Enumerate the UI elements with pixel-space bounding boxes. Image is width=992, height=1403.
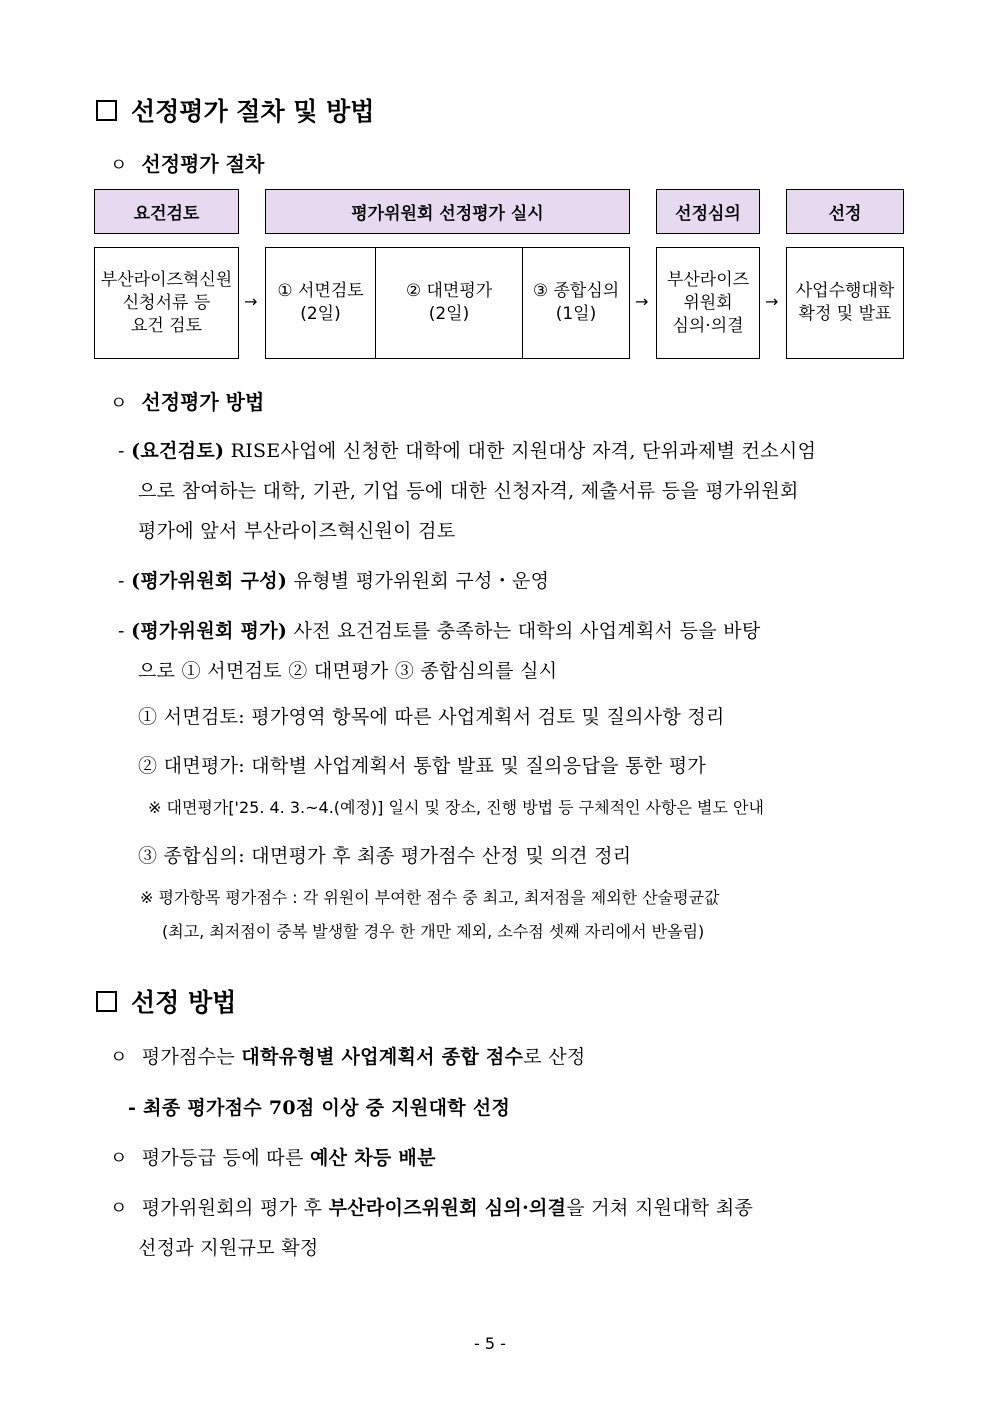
section-title-selection-method xyxy=(96,983,236,1019)
bullet-bold-text: 부산라이즈위원회 심의·의결 xyxy=(328,1197,567,1219)
flow-header-committee-evaluation: 평가위원회 선정평가 실시 xyxy=(265,189,630,234)
method-item-committee-evaluation xyxy=(118,616,761,643)
flow-step-requirements-review xyxy=(94,247,239,359)
note-score-calculation-line2: (최고, 최저점이 중복 발생할 경우 한 개만 제외, 소수점 셋째 자리에서 반올림) xyxy=(162,922,705,941)
flow-step-line: 위원회 xyxy=(683,292,733,313)
bullet-text: 평가등급 등에 따른 xyxy=(141,1147,310,1169)
flow-step-committee-group xyxy=(265,247,630,359)
item-text: RISE사업에 신청한 대학에 대한 지원대상 자격, 단위과제별 컨소시엄 xyxy=(224,440,817,462)
circle-bullet-icon: ㅇ xyxy=(110,1198,128,1219)
flow-step-line: ③ 종합심의 xyxy=(532,281,620,301)
flow-step-line: 부산라이즈혁신원 xyxy=(100,269,233,290)
flow-header-review: 선정심의 xyxy=(656,189,760,234)
selection-bullet-final xyxy=(110,1193,753,1220)
flow-step-line: (2일) xyxy=(428,304,470,324)
flow-step-document-review xyxy=(266,248,375,358)
section-title-text: 선정평가 절차 및 방법 xyxy=(131,97,375,126)
flow-header-requirements: 요건검토 xyxy=(94,189,239,234)
checkbox-square-icon xyxy=(96,991,117,1012)
item-label: (요건검토) xyxy=(131,440,225,462)
item-label: (평가위원회 평가) xyxy=(131,620,288,642)
selection-bullet-final-line2: 선정과 지원규모 확정 xyxy=(138,1237,319,1259)
bullet-bold-text: 대학유형별 사업계획서 종합 점수 xyxy=(241,1046,524,1068)
sub-item-interview: ② 대면평가: 대학별 사업계획서 통합 발표 및 질의응답을 통한 평가 xyxy=(138,755,707,777)
flow-step-interview xyxy=(375,248,522,358)
bullet-text: 로 산정 xyxy=(523,1046,586,1068)
bullet-bold-text: 예산 차등 배분 xyxy=(309,1147,436,1169)
item-text: 사전 요건검토를 충족하는 대학의 사업계획서 등을 바탕 xyxy=(287,620,761,642)
flow-step-committee-decision xyxy=(656,247,760,359)
section-title-text: 선정 방법 xyxy=(131,988,237,1017)
flow-step-line: 확정 및 발표 xyxy=(798,304,892,324)
selection-bullet-score xyxy=(110,1042,586,1069)
item-label: (평가위원회 구성) xyxy=(131,570,288,592)
arrow-right-icon: → xyxy=(635,292,649,311)
section-title-selection-evaluation xyxy=(96,92,374,128)
bullet-text: 평가점수는 xyxy=(141,1046,242,1068)
note-interview-schedule: ※ 대면평가['25. 4. 3.~4.(예정)] 일시 및 장소, 진행 방법 등 구체적인 사항은 별도 안내 xyxy=(148,798,764,817)
procedure-heading-text: 선정평가 절차 xyxy=(141,152,265,176)
method-heading xyxy=(110,386,264,415)
method-item-committee-composition xyxy=(118,566,549,593)
circle-bullet-icon: ㅇ xyxy=(110,1148,128,1169)
selection-sub-bullet-threshold: - 최종 평가점수 70점 이상 중 지원대학 선정 xyxy=(128,1097,511,1119)
dash-bullet: - xyxy=(118,440,125,462)
flow-step-line: 사업수행대학 xyxy=(795,281,895,301)
circle-bullet-icon: ㅇ xyxy=(110,1047,128,1068)
circle-bullet-icon: ㅇ xyxy=(110,393,128,414)
flow-step-line: 요건 검토 xyxy=(130,315,203,336)
flow-step-announcement xyxy=(786,247,904,359)
flow-step-line: ② 대면평가 xyxy=(405,281,493,301)
method-item-committee-evaluation-line2: 으로 ① 서면검토 ② 대면평가 ③ 종합심의를 실시 xyxy=(138,660,558,682)
circle-bullet-icon: ㅇ xyxy=(110,155,128,176)
selection-bullet-budget xyxy=(110,1143,436,1170)
method-item-requirements xyxy=(118,436,816,463)
procedure-heading xyxy=(110,148,264,177)
flow-step-line: (2일) xyxy=(300,304,341,324)
method-heading-text: 선정평가 방법 xyxy=(141,390,265,414)
arrow-right-icon: → xyxy=(244,292,258,311)
flow-header-selection: 선정 xyxy=(786,189,904,234)
flow-step-line: 부산라이즈 xyxy=(666,269,750,290)
arrow-right-icon: → xyxy=(765,292,779,311)
method-item-requirements-line3: 평가에 앞서 부산라이즈혁신원이 검토 xyxy=(138,520,456,542)
page-number: - 5 - xyxy=(474,1334,506,1353)
bullet-text: 평가위원회의 평가 후 xyxy=(141,1197,329,1219)
bullet-text: 을 거쳐 지원대학 최종 xyxy=(566,1197,754,1219)
flow-step-line: ① 서면검토 xyxy=(277,281,364,301)
flow-step-comprehensive xyxy=(522,248,629,358)
checkbox-square-icon xyxy=(96,100,117,121)
flow-step-line: 신청서류 등 xyxy=(122,292,211,313)
method-item-requirements-line2: 으로 참여하는 대학, 기관, 기업 등에 대한 신청자격, 제출서류 등을 평가위원회 xyxy=(138,480,799,502)
item-text: 유형별 평가위원회 구성・운영 xyxy=(287,570,550,592)
flow-step-line: 심의·의결 xyxy=(672,315,744,336)
sub-item-document-review: ① 서면검토: 평가영역 항목에 따른 사업계획서 검토 및 질의사항 정리 xyxy=(138,706,725,728)
note-score-calculation: ※ 평가항목 평가점수 : 각 위원이 부여한 점수 중 최고, 최저점을 제외한 산술평균값 xyxy=(140,888,720,907)
flow-step-line: (1일) xyxy=(555,304,597,324)
dash-bullet: - xyxy=(118,620,125,642)
sub-item-comprehensive: ③ 종합심의: 대면평가 후 최종 평가점수 산정 및 의견 정리 xyxy=(138,845,632,867)
dash-bullet: - xyxy=(118,570,125,592)
